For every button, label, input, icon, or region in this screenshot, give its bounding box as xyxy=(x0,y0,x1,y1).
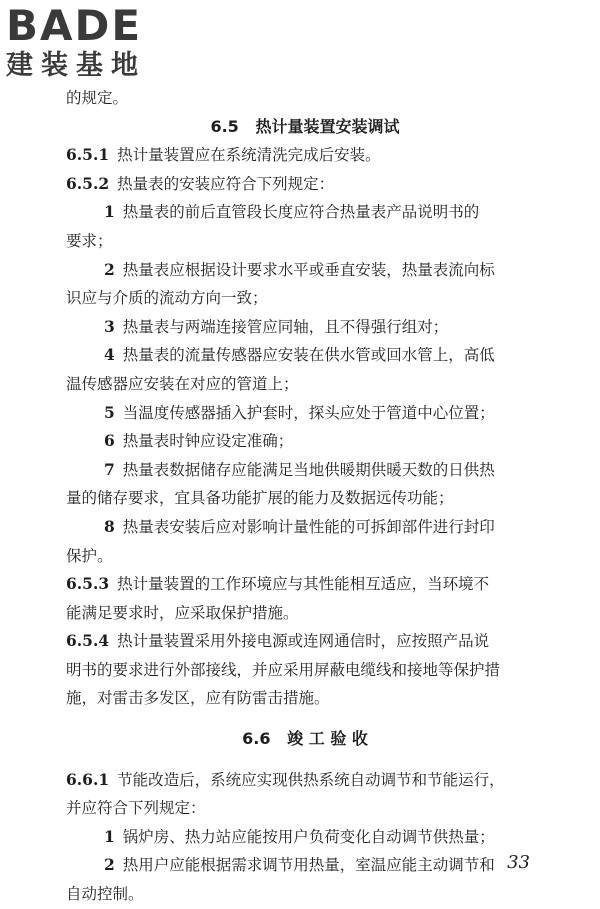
item-text: 热量表数据储存应能满足当地供暖期供暖天数的日供热 xyxy=(122,460,495,479)
clause-6-6-1 xyxy=(66,766,544,795)
clause-number: 6.6.1 xyxy=(66,769,110,789)
item-text: 锅炉房、热力站应能按用户负荷变化自动调节供热量； xyxy=(122,827,495,846)
item-1-cont: 要求； xyxy=(66,231,113,250)
clause-number: 6.5.4 xyxy=(66,631,110,651)
item-4-cont: 温传感器应安装在对应的管道上； xyxy=(66,374,299,393)
item-8-cont: 保护。 xyxy=(66,546,113,565)
item-6-6-1-2-cont: 自动控制。 xyxy=(66,885,144,904)
page-number: 33 xyxy=(507,852,530,873)
item-2-cont: 识应与介质的流动方向一致； xyxy=(66,289,268,308)
page-body xyxy=(66,84,544,909)
clause-6-5-4-cont2: 施，对雷击多发区，应有防雷击措施。 xyxy=(66,689,330,708)
logo xyxy=(6,1,186,82)
item-number: 5 xyxy=(104,402,115,422)
section-number: 6.5 xyxy=(210,116,239,136)
item-5 xyxy=(66,399,544,428)
item-text: 热量表的前后直管段长度应符合热量表产品说明书的 xyxy=(122,203,480,222)
clause-6-5-3-cont: 能满足要求时，应采取保护措施。 xyxy=(66,603,299,622)
item-number: 3 xyxy=(104,316,115,336)
item-number: 2 xyxy=(104,259,115,279)
continuation-text: 的规定。 xyxy=(66,89,129,107)
clause-number: 6.5.2 xyxy=(66,173,110,193)
item-text: 热量表的流量传感器应安装在供水管或回水管上，高低 xyxy=(122,346,495,365)
logo-subtitle: 建装基地 xyxy=(6,50,146,81)
item-4 xyxy=(66,341,544,370)
item-1 xyxy=(66,198,544,227)
item-number: 2 xyxy=(104,855,115,875)
clause-6-5-3 xyxy=(66,570,544,599)
item-6-6-1-2 xyxy=(66,851,544,880)
item-number: 6 xyxy=(104,431,115,451)
item-text: 当温度传感器插入护套时，探头应处于管道中心位置； xyxy=(122,403,495,422)
clause-text: 热量表的安装应符合下列规定： xyxy=(117,174,335,193)
item-text: 热量表应根据设计要求水平或垂直安装，热量表流向标 xyxy=(122,260,495,279)
item-3 xyxy=(66,313,544,342)
item-text: 热用户应能根据需求调节用热量，室温应能主动调节和 xyxy=(122,856,495,875)
section-heading-6-5 xyxy=(66,113,544,142)
item-8 xyxy=(66,513,544,542)
clause-text: 热计量装置的工作环境应与其性能相互适应，当环境不 xyxy=(117,575,490,594)
clause-6-5-2 xyxy=(66,170,544,199)
item-7-cont: 量的储存要求，宜具备功能扩展的能力及数据远传功能； xyxy=(66,489,454,508)
clause-text: 节能改造后，系统应实现供热系统自动调节和节能运行， xyxy=(117,770,505,789)
item-text: 热量表与两端连接管应同轴，且不得强行组对； xyxy=(122,317,449,336)
item-number: 1 xyxy=(104,826,115,846)
logo-brand: BADE xyxy=(6,1,143,50)
item-6 xyxy=(66,427,544,456)
clause-text: 热计量装置应在系统清洗完成后安装。 xyxy=(117,146,381,165)
clause-number: 6.5.1 xyxy=(66,145,110,165)
item-2 xyxy=(66,256,544,285)
clause-number: 6.5.3 xyxy=(66,574,110,594)
section-title: 竣 工 验 收 xyxy=(287,729,368,749)
item-number: 1 xyxy=(104,202,115,222)
item-number: 8 xyxy=(104,516,115,536)
item-text: 热量表安装后应对影响计量性能的可拆卸部件进行封印 xyxy=(122,517,495,536)
clause-6-5-4-cont: 明书的要求进行外部接线，并应采用屏蔽电缆线和接地等保护措 xyxy=(66,660,501,679)
item-number: 7 xyxy=(104,459,115,479)
item-6-6-1-1 xyxy=(66,823,544,852)
item-7 xyxy=(66,456,544,485)
section-heading-6-6 xyxy=(66,725,544,754)
clause-6-5-1 xyxy=(66,141,544,170)
clause-text: 热计量装置采用外接电源或连网通信时，应按照产品说 xyxy=(117,632,490,651)
clause-6-6-1-cont: 并应符合下列规定： xyxy=(66,799,206,818)
item-number: 4 xyxy=(104,345,115,365)
item-text: 热量表时钟应设定准确； xyxy=(122,432,294,451)
section-number: 6.6 xyxy=(242,729,271,749)
clause-6-5-4 xyxy=(66,627,544,656)
section-title: 热计量装置安装调试 xyxy=(255,116,400,136)
